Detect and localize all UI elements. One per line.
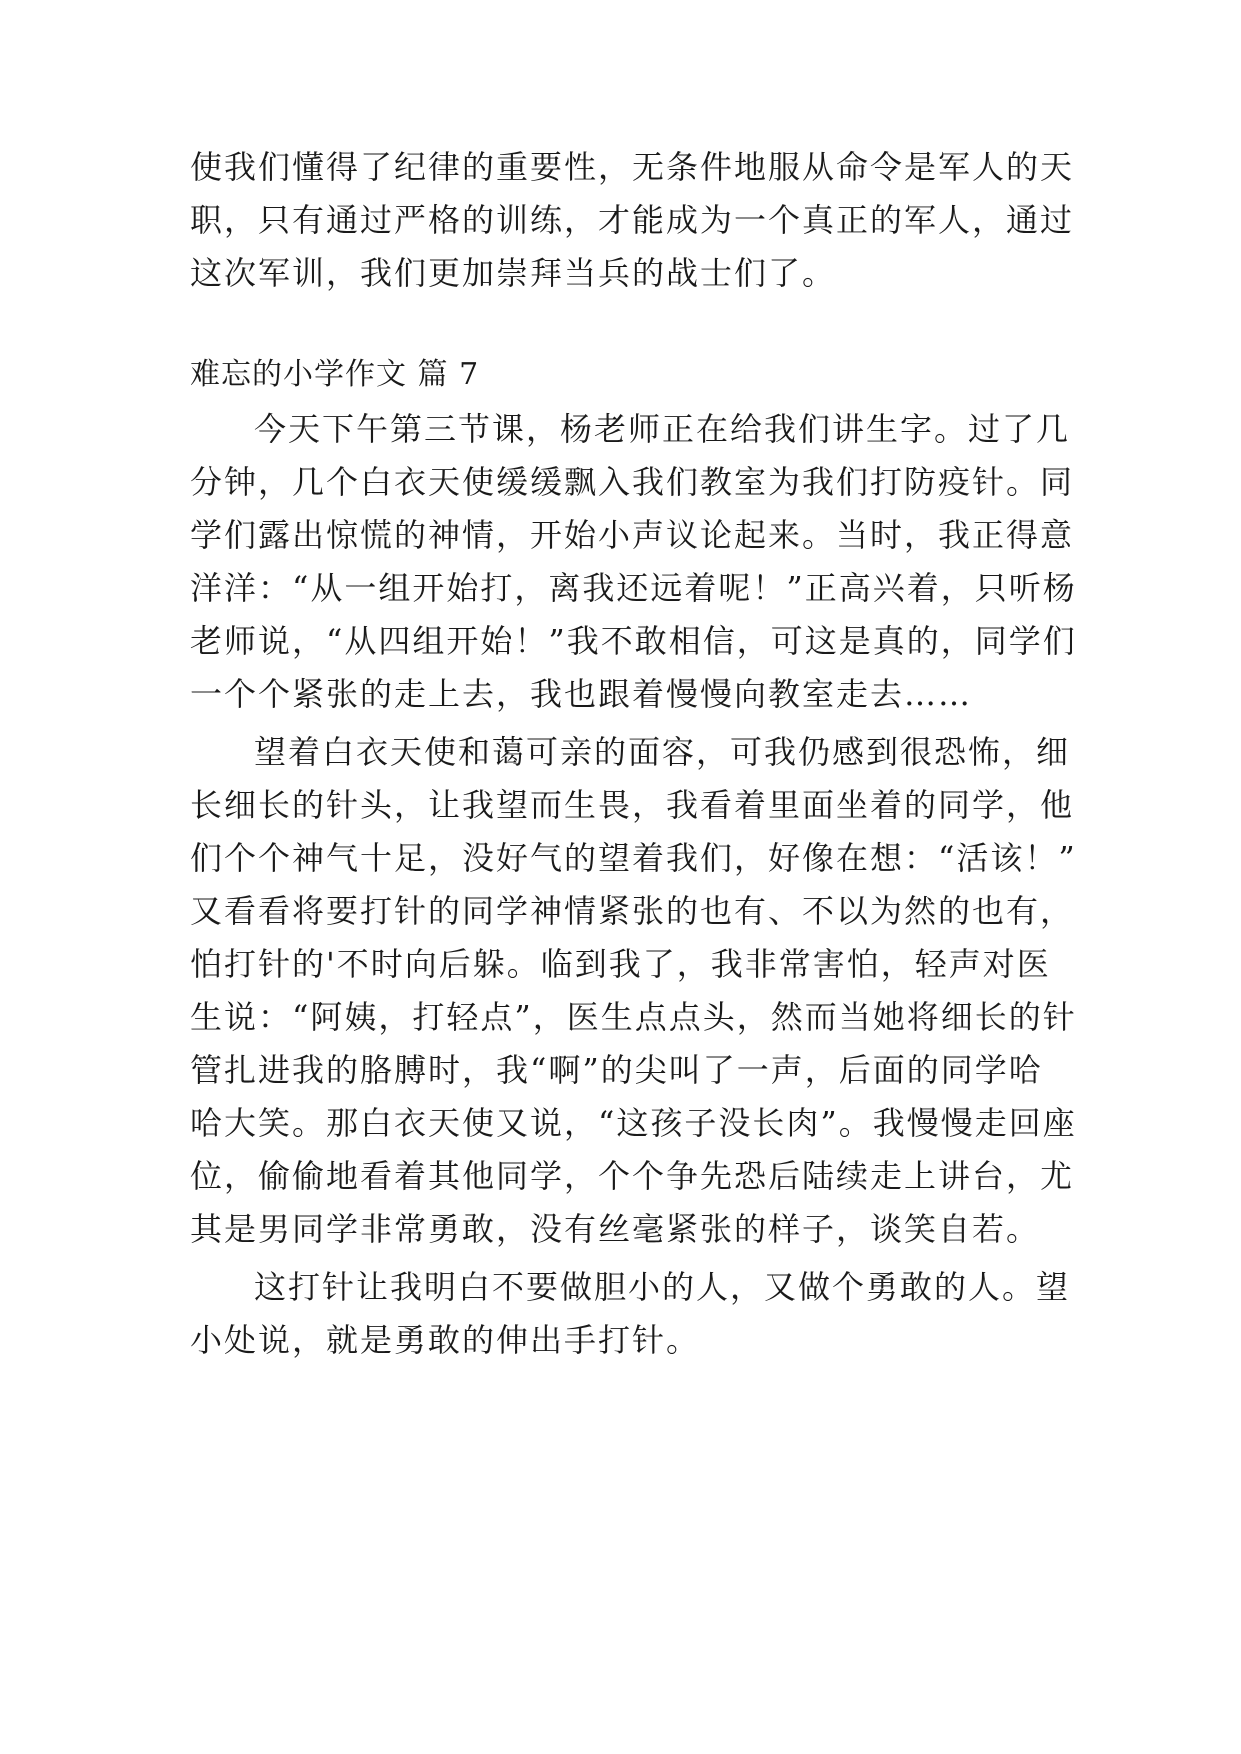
body-line: 怕打针的'不时向后躲。临到我了，我非常害怕，轻声对医 [190,945,1051,983]
body-line: 长细长的针头，让我望而生畏，我看着里面坐着的同学，他 [190,786,1075,824]
body-line: 望着白衣天使和蔼可亲的面容，可我仍感到很恐怖，细 [254,733,1071,771]
body-line: 这打针让我明白不要做胆小的人，又做个勇敢的人。望 [254,1268,1071,1306]
body-line: 老师说，“从四组开始！”我不敢相信，可这是真的，同学们 [190,622,1077,660]
body-line: 这次军训，我们更加崇拜当兵的战士们了。 [190,254,837,292]
body-line: 小处说，就是勇敢的伸出手打针。 [190,1321,701,1359]
body-line: 其是男同学非常勇敢，没有丝毫紧张的样子，谈笑自若。 [190,1210,1041,1248]
body-line: 们个个神气十足，没好气的望着我们，好像在想：“活该！” [190,839,1077,877]
body-line: 分钟，几个白衣天使缓缓飘入我们教室为我们打防疫针。同 [190,463,1075,501]
body-line: 位，偷偷地看着其他同学，个个争先恐后陆续走上讲台，尤 [190,1157,1075,1195]
body-line: 学们露出惊慌的神情，开始小声议论起来。当时，我正得意 [190,516,1075,554]
body-line: 今天下午第三节课，杨老师正在给我们讲生字。过了几 [254,410,1071,448]
body-line: 使我们懂得了纪律的重要性，无条件地服从命令是军人的天 [190,148,1075,186]
body-line: 管扎进我的胳膊时，我“啊”的尖叫了一声，后面的同学哈 [190,1051,1043,1089]
body-line: 哈大笑。那白衣天使又说，“这孩子没长肉”。我慢慢走回座 [190,1104,1077,1142]
body-line: 职，只有通过严格的训练，才能成为一个真正的军人，通过 [190,201,1075,239]
body-line: 又看看将要打针的同学神情紧张的也有、不以为然的也有， [190,892,1075,930]
body-line: 一个个紧张的走上去，我也跟着慢慢向教室走去…… [190,675,973,713]
body-line: 生说：“阿姨，打轻点”，医生点点头，然而当她将细长的针 [190,998,1077,1036]
body-line: 洋洋：“从一组开始打，离我还远着呢！”正高兴着，只听杨 [190,569,1077,607]
section-title: 难忘的小学作文 篇 7 [190,357,480,392]
